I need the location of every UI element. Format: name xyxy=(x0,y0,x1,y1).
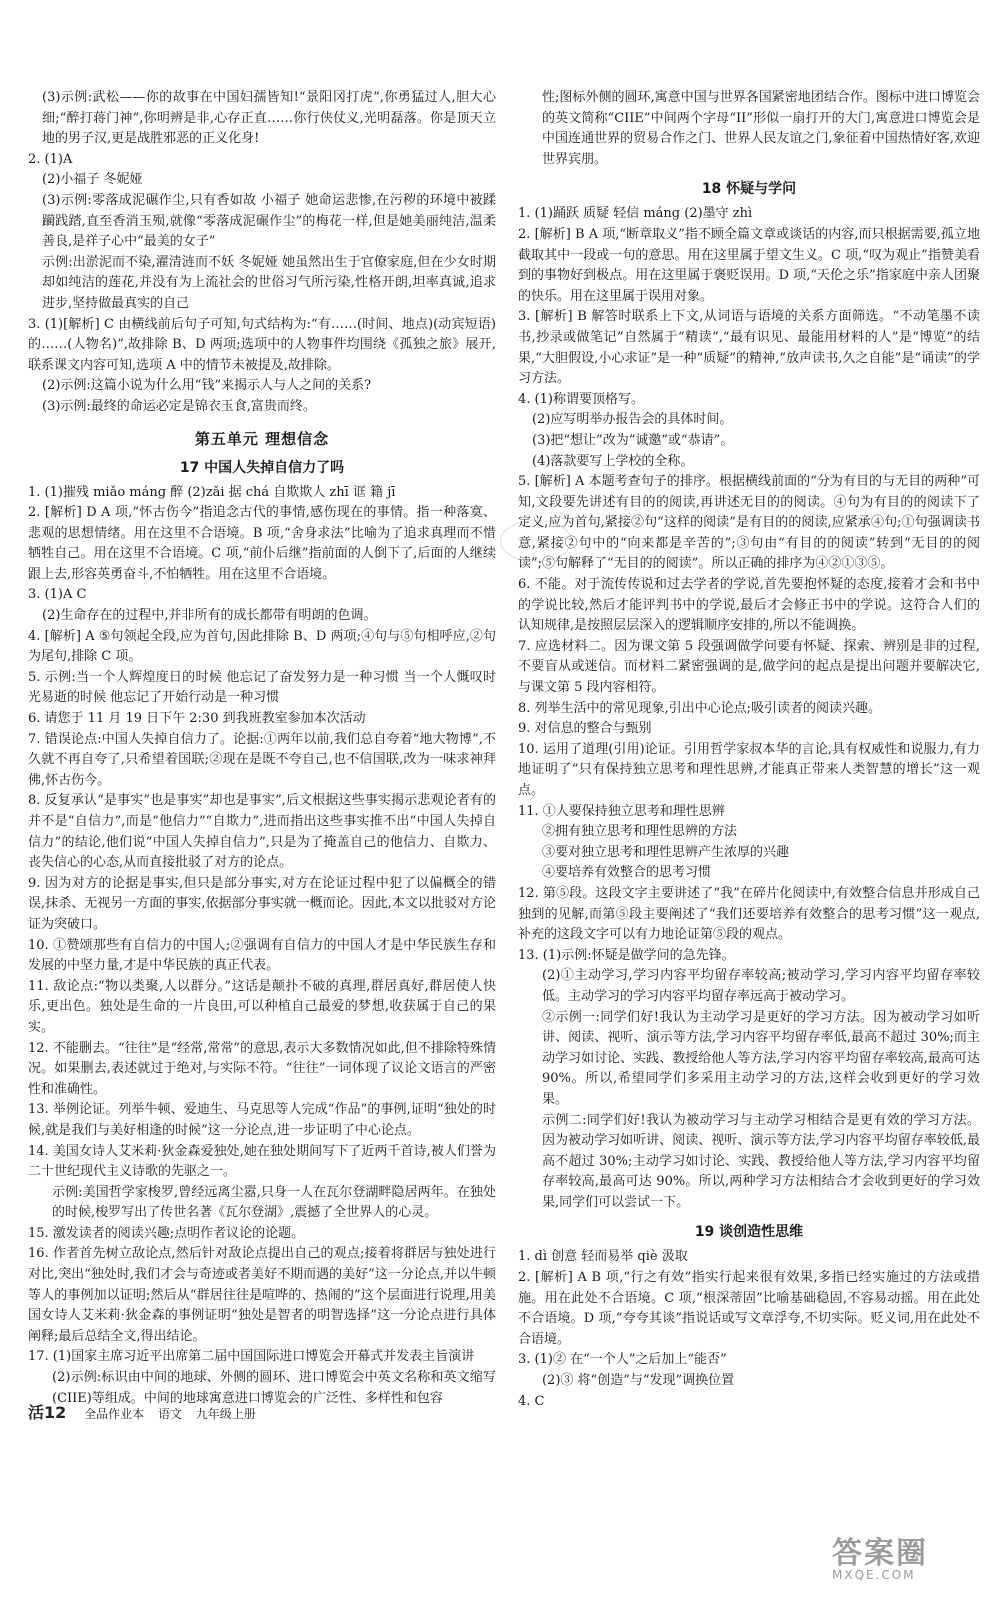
watermark-logo xyxy=(832,1528,992,1582)
answer-line: 12. 不能删去。“往往”是“经常,常常”的意思,表示大多数情况如此,但不排除特殊情况。如果删去,表述就过于绝对,与实际不符。“往往”一词体现了议论文语言的严密性和准确性。 xyxy=(28,1040,496,1097)
answer-line: (4)落款要写上学校的全称。 xyxy=(532,453,694,469)
answer-line: 3. (1)② 在“一个人”之后加上“能否” xyxy=(518,1352,727,1368)
answer-line: 2. [解析] B A 项,“断章取义”指不顾全篇文章或谈话的内容,而只根据需要,孤立地截取其中一段或一句的意思。用在这里属于望文生义。C 项,“叹为观止”指赞美看到的事物好到极点。用在这里属于褒贬误用。D 项,“天伦之乐”指家庭中亲人团聚的快乐。用在这里属于误用对象。 xyxy=(518,226,980,304)
left-column xyxy=(28,88,496,1409)
answer-line: 8. 反复承认“是事实”也是事实”却也是事实”,后文根据这些事实揭示悲观论者有的并不是“自信力”,而是“他信力”“自欺力”,进而指出这些事实推不出“中国人失掉自信力”的结论,他们说“中国人失掉自信力”,只是为了掩盖自己的他信力、自欺力、丧失信心的心态,从而直接批驳了对方的论点。 xyxy=(28,793,496,871)
answer-line: 6. 请您于 11 月 19 日下午 2:30 到我班教室参加本次活动 xyxy=(28,711,366,727)
answer-line: 12. 第⑤段。这段文字主要讲述了“我”在碎片化阅读中,有效整合信息并形成自己独到的见解,而第⑤段主要阐述了“我们还要培养有效整合的思考习惯”这一观点,补充的这段文字可以有力地论证第⑤段的观点。 xyxy=(518,885,980,943)
answer-line: (2)示例:标识由中间的地球、外侧的圆环、进口博览会中英文名称和英文缩写(CIIE)等组成。中间的地球寓意进口博览会的广泛性、多样性和包容 xyxy=(52,1370,496,1406)
subject-name: 语文 xyxy=(157,1407,182,1421)
answer-line: (3)示例:零落成泥碾作尘,只有香如故 小福子 她命运悲惨,在污秽的环境中被蹂躏践踏,直至香消玉殒,就像“零落成泥碾作尘”的梅花一样,但是她美丽纯洁,温柔善良,是祥子心中“最美的女子” xyxy=(42,192,496,250)
answer-line: 2. (1)A xyxy=(28,151,73,167)
page-number: 活12 xyxy=(28,1403,67,1422)
answer-line: 5. [解析] A 本题考查句子的排序。根据横线前面的“分为有目的与无目的两种”可知,文段要先讲述有目的的阅读,再讲述无目的的阅读。④句为有目的的阅读下了定义,应为首句,紧接②句“这样的阅读”是有目的的阅读,应紧承④句;①句强调读书意,紧接②句中的“向来都是辛苦的”;③句由“有目的的阅读”转到“无目的的阅读”;⑤句解释了“无目的的阅读”。所以正确的排序为④②①③⑤。 xyxy=(518,474,980,572)
answer-line: 9. 因为对方的论据是事实,但只是部分事实,对方在论证过程中犯了以偏概全的错误,抹杀、无视另一方面的事实,依据部分事实就一概而论。因此,本文以批驳对方论证为突破口。 xyxy=(28,875,496,932)
answer-line: 4. [解析] A ⑤句领起全段,应为首句,因此排除 B、D 两项;④句与⑤句相呼应,②句为尾句,排除 C 项。 xyxy=(28,628,496,665)
answer-line: ②拥有独立思考和理性思辨的方法 xyxy=(542,824,738,840)
answer-line: 示例二:同学们好!我认为被动学习与主动学习相结合是更有效的学习方法。因为被动学习如听讲、阅读、视听、演示等方法,学习内容平均留存率较低,最高不超过 30%;主动学习如讨论、实践、教授给他人等方法,学习内容平均留存率较高,最高可达 90%。所以,两种学习方法相结合才会收到更好的学习效果,同学们可以尝试一下。 xyxy=(542,1112,980,1210)
faint-stamp xyxy=(500,520,572,562)
answer-line: 2. [解析] D A 项,“怀古伤今”指追念古代的事情,感伤现在的事情。指一种落寞、悲观的思想情绪。用在这里不合语境。B 项,“舍身求法”比喻为了追求真理而不惜牺牲自己。用在这里不合语境。C 项,“前仆后继”指前面的人倒下了,后面的人继续跟上去,形容英勇奋斗,不怕牺牲。用在这里不合语境。 xyxy=(28,505,496,582)
answer-line: 8. 列举生活中的常见现象,引出中心论点;吸引读者的阅读兴趣。 xyxy=(518,700,882,716)
answer-line: 1. (1)摧残 miǎo máng 醉 (2)zǎi 据 chá 自欺欺人 zhī 诓 籍 jī xyxy=(28,484,396,500)
answer-line: (2)应写明举办报告会的具体时间。 xyxy=(532,412,733,428)
answer-line: 17. (1)国家主席习近平出席第二届中国国际进口博览会开幕式并发表主旨演讲 xyxy=(28,1349,475,1365)
watermark-site: MXQE.COM xyxy=(832,1568,916,1582)
answer-line: ④要培养有效整合的思考习惯 xyxy=(542,865,712,881)
answer-line: (2)小福子 冬妮娅 xyxy=(42,172,143,188)
answer-line: (3)把“想让”改为“诚邀”或“恭请”。 xyxy=(532,432,734,448)
answer-line: 1. (1)踊跃 质疑 轻信 máng (2)墨守 zhì xyxy=(518,206,753,222)
series-name: 全品作业本 xyxy=(84,1407,145,1421)
answer-line: 2. [解析] A B 项,“行之有效”指实行起来很有效果,多指已经实施过的方法或措施。用在此处不合语境。C 项,“根深蒂固”比喻基础稳固,不容易动摇。用在此处不合语境。D 项,“夸夸其谈”指说话或写文章浮夸,不切实际。贬义词,用在此处不合语境。 xyxy=(518,1270,980,1347)
answer-line: 7. 应选材料二。因为课文第 5 段强调做学问要有怀疑、探索、辨别是非的过程,不要盲从或迷信。而材料二紧密强调的是,做学问的起点是提出问题并要解决它,与课文第 5 段内容相符。 xyxy=(518,638,980,696)
lesson-title: 17 中国人失掉自信力了吗 xyxy=(179,459,345,476)
answer-line: 示例:美国哲学家梭罗,曾经远离尘嚣,只身一人在瓦尔登湖畔隐居两年。在独处的时候,梭罗写出了传世名著《瓦尔登湖》,震撼了全世界人的心灵。 xyxy=(52,1184,496,1221)
answer-line: 16. 作者首先树立敌论点,然后针对敌论点提出自己的观点;接着将群居与独处进行对比,突出“独处时,我们才会与奇迹或者美好不期而遇的美好”这一分论点,并以牛顿等人的事例加以证明;然后从“群居往往是喧哗的、热闹的”这个层面进行说理,用美国女诗人艾米莉·狄金森的事例证明“独处是智者的明智选择”这一分论点进行具体阐释;最后总结全文,得出结论。 xyxy=(28,1246,496,1344)
answer-line: 10. ①赞颂那些有自信力的中国人;②强调有自信力的中国人才是中华民族生存和发展的中坚力量,才是中华民族的真正代表。 xyxy=(28,937,496,974)
answer-line: 性;图标外侧的圆环,寓意中国与世界各国紧密地团结合作。图标中进口博览会的英文简称“CIIE”中间两个字母“II”形似一扇打开的大门,寓意进口博览会是中国连通世界的贸易合作之门、世界人民友谊之门,象征着中国热情好客,欢迎世界宾朋。 xyxy=(542,90,980,167)
answer-line: (2)①主动学习,学习内容平均留存率较高;被动学习,学习内容平均留存率较低。主动学习的学习内容平均留存率远高于被动学习。 xyxy=(542,968,980,1004)
answer-line: (3)示例:最终的命运必定是锦衣玉食,富贵而终。 xyxy=(42,398,316,414)
answer-line: 4. (1)称谓要顶格写。 xyxy=(518,391,644,407)
lesson-title: 18 怀疑与学问 xyxy=(701,181,797,198)
answer-line: (2)生命存在的过程中,并非所有的成长都带有明朗的色调。 xyxy=(42,608,377,624)
grade-name: 九年级上册 xyxy=(195,1407,256,1421)
answer-line: 1. dì 创意 轻而易举 qiè 汲取 xyxy=(518,1249,688,1265)
answer-line: 7. 错误论点:中国人失掉自信力了。论据:①两年以前,我们总自夸着“地大物博”,不久就不再自夸了,只希望着国联;②现在是既不夸自己,也不信国联,改为一味求神拜佛,怀古伤今。 xyxy=(28,731,496,788)
right-column xyxy=(518,88,980,1412)
answer-line: ②示例一:同学们好!我认为主动学习是更好的学习方法。因为被动学习如听讲、阅读、视听、演示等方法,学习内容平均留存率低,最高不超过 30%;而主动学习如讨论、实践、教授给他人等方法,学习内容平均留存率较高,最高可达 90%。所以,希望同学们多采用主动学习的方法,这样会收到更好的学习效果。 xyxy=(542,1009,980,1107)
answer-line: ③要对独立思考和理性思辨产生浓厚的兴趣 xyxy=(542,844,790,860)
answer-line: 3. [解析] B 解答时联系上下文,从词语与语境的关系方面筛选。“不动笔墨不读书,抄录或做笔记”自然属于“精读”,“最有识见、最能用材料的人”是“博览”的结果,“大胆假设,小心求证”是一种“质疑”的精神,“放声读书,久之自能”是“诵读”的学习方法。 xyxy=(518,309,980,387)
answer-line: 11. 敌论点:“物以类聚,人以群分。”这话是颠扑不破的真理,群居真好,群居使人快乐,更出色。独处是生命的一片良田,可以种植自己最爱的梦想,收获属于自己的果实。 xyxy=(28,978,496,1035)
answer-line: (2)③ 将“创造”与“发现”调换位置 xyxy=(542,1373,735,1389)
answer-line: 14. 美国女诗人艾米莉·狄金森爱独处,她在独处期间写下了近两千首诗,被人们誉为二十世纪现代主义诗歌的先驱之一。 xyxy=(28,1143,496,1180)
answer-line: 10. 运用了道理(引用)论证。引用哲学家叔本华的言论,具有权威性和说服力,有力地证明了“只有保持独立思考和理性思辨,才能真正带来人类智慧的增长”这一观点。 xyxy=(518,741,980,798)
answer-line: 11. ①人要保持独立思考和理性思辨 xyxy=(518,803,725,819)
answer-line: 示例:出淤泥而不染,濯清涟而不妖 冬妮娅 她虽然出生于官僚家庭,但在少女时期却如纯洁的莲花,并没有为上流社会的世俗习气所污染,性格开朗,坦率真诚,追求进步,坚持做最真实的自己 xyxy=(42,254,496,311)
page-footer xyxy=(28,1400,266,1423)
answer-line: 3. (1)[解析] C 由横线前后句子可知,句式结构为:“有……(时间、地点)(动宾短语)的……(人物名)”,故排除 B、D 两项;选项中的人物事件均围绕《孤独之旅》展开,联系课文内容可知,选项 A 中的情节未被提及,故排除。 xyxy=(28,316,496,373)
answer-line: 15. 激发读者的阅读兴趣;点明作者议论的论题。 xyxy=(28,1225,305,1241)
answer-line: 3. (1)A C xyxy=(28,587,87,603)
answer-line: 13. 举例论证。列举牛顿、爱迪生、马克思等人完成“作品”的事例,证明“独处的时候,就是我们与美好相逢的时候”这一分论点,进一步证明了中心论点。 xyxy=(28,1102,496,1138)
answer-line: (3)示例:武松——你的故事在中国妇孺皆知!“景阳冈打虎”,你勇猛过人,胆大心细;“醉打蒋门神”,你明辨是非,心存正直……你行侠仗义,光明磊落。你是顶天立地的男子汉,更是战胜邪恶的正义化身! xyxy=(42,90,496,147)
answer-line: 13. (1)示例:怀疑是做学问的急先锋。 xyxy=(518,947,735,963)
answer-line: 9. 对信息的整合与甄别 xyxy=(518,721,652,737)
answer-line: (2)示例:这篇小说为什么用“钱”来揭示人与人之间的关系? xyxy=(42,378,372,394)
watermark-logo-text: 答案圈 xyxy=(832,1536,928,1571)
answer-line: 6. 不能。对于流传传说和过去学者的学说,首先要抱怀疑的态度,接着才会和书中的学说比较,然后才能评判书中的学说,最后才会修正书中的学说。这符合人们的认知规律,是按照层层深入的逻辑顺序安排的,所以不能调换。 xyxy=(518,577,980,634)
answer-line: 5. 示例:当一个人辉煌度日的时候 他忘记了奋发努力是一种习惯 当一个人慨叹时光易逝的时候 他忘记了开始行动是一种习惯 xyxy=(28,669,496,706)
answer-line: 4. C xyxy=(518,1393,545,1409)
lesson-title: 19 谈创造性思维 xyxy=(694,1224,804,1241)
unit-title: 第五单元 理想信念 xyxy=(194,429,330,448)
